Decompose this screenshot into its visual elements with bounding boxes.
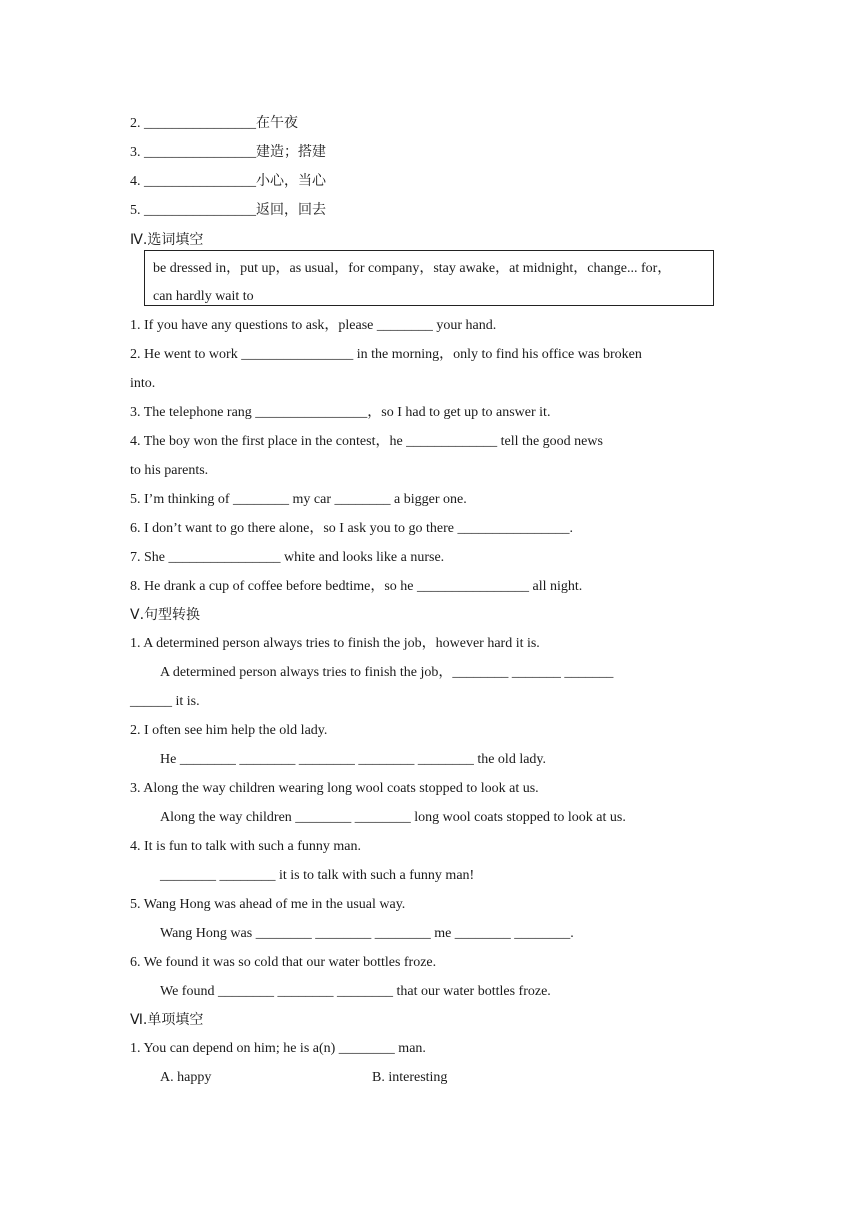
question-line: 2. I often see him help the old lady. <box>130 723 328 738</box>
question-line: 5. I’m thinking of ________ my car ________ a bigger one. <box>130 492 467 507</box>
answer-line: Along the way children ________ ________ long wool coats stopped to look at us. <box>160 810 626 825</box>
answer-line: Wang Hong was ________ ________ ________ me ________ ________. <box>160 926 574 941</box>
question-line: 7. She ________________ white and looks like a nurse. <box>130 550 445 565</box>
option-a: A. happy <box>160 1070 212 1085</box>
question-line: 8. He drank a cup of coffee before bedtime，so he ________________ all night. <box>130 579 583 594</box>
question-line: 1. You can depend on him; he is a(n) ________ man. <box>130 1041 426 1056</box>
section-heading: Ⅵ.单项填空 <box>130 1012 204 1028</box>
question-line: 3. Along the way children wearing long wool coats stopped to look at us. <box>130 781 539 796</box>
question-line: 1. If you have any questions to ask，please ________ your hand. <box>130 318 497 333</box>
vocab-item: 3. ________________建造；搭建 <box>130 145 326 160</box>
question-line: to his parents. <box>130 463 209 478</box>
answer-line: We found ________ ________ ________ that our water bottles froze. <box>160 984 551 999</box>
question-line: 4. The boy won the first place in the contest，he _____________ tell the good news <box>130 434 603 449</box>
vocab-item: 4. ________________小心，当心 <box>130 174 326 189</box>
word-bank-line: can hardly wait to <box>153 289 254 304</box>
question-line: 2. He went to work ________________ in the morning，only to find his office was broken <box>130 347 642 362</box>
answer-line: ______ it is. <box>130 694 200 709</box>
word-bank-line: be dressed in，put up，as usual，for company，stay awake，at midnight，change... for， <box>153 261 672 276</box>
question-line: 3. The telephone rang ________________，so I had to get up to answer it. <box>130 405 551 420</box>
question-line: 4. It is fun to talk with such a funny man. <box>130 839 361 854</box>
vocab-item: 2. ________________在午夜 <box>130 116 298 131</box>
vocab-item: 5. ________________返回，回去 <box>130 203 326 218</box>
question-line: 6. I don’t want to go there alone，so I ask you to go there ________________. <box>130 521 574 536</box>
question-line: 1. A determined person always tries to finish the job，however hard it is. <box>130 636 540 651</box>
question-line: 5. Wang Hong was ahead of me in the usual way. <box>130 897 406 912</box>
word-bank-box <box>144 250 714 306</box>
answer-line: A determined person always tries to finish the job，________ _______ _______ <box>160 665 614 680</box>
section-heading: Ⅳ.选词填空 <box>130 232 204 248</box>
question-line: 6. We found it was so cold that our water bottles froze. <box>130 955 437 970</box>
answer-line: He ________ ________ ________ ________ ________ the old lady. <box>160 752 547 767</box>
option-b: B. interesting <box>372 1070 448 1085</box>
answer-line: ________ ________ it is to talk with such a funny man! <box>160 868 475 883</box>
section-heading: Ⅴ.句型转换 <box>130 607 201 623</box>
question-line: into. <box>130 376 156 391</box>
